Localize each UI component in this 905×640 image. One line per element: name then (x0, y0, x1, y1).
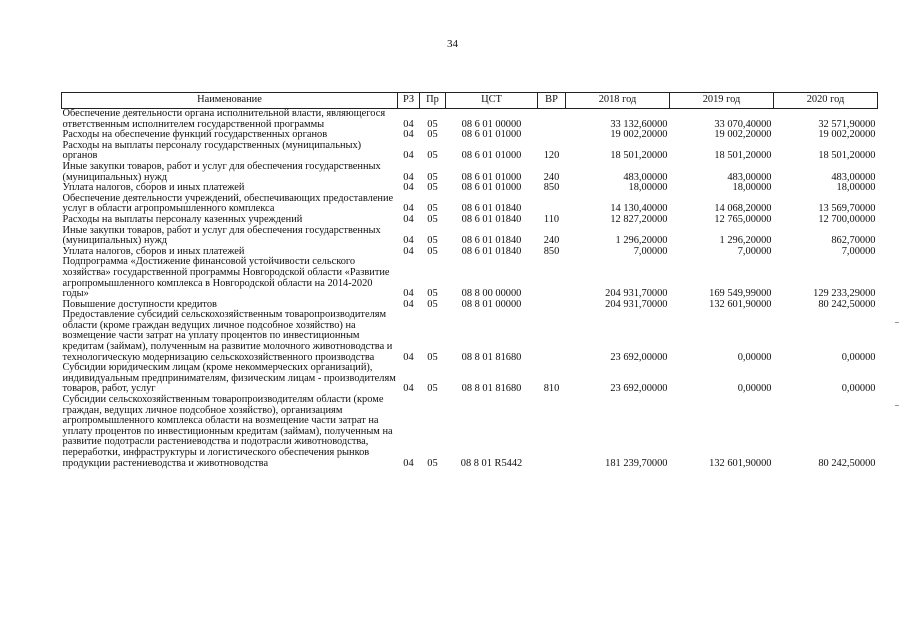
cell-2020: 19 002,20000 (818, 129, 876, 141)
cell-rz: 04 (403, 203, 414, 215)
cell-cst: 08 6 01 01000 (461, 150, 522, 162)
cell-2019: 33 070,40000 (714, 118, 772, 130)
cell-name: Предоставление субсидий сельскохозяйственным товаропроизводителям области (кроме граждан ведущих личное подсобное хозяйство) на возмещение части затрат на уплату процентов по инвестиционным кредитам (займам), полученным на развитие молочного животноводства и технологическую модернизацию сельскохозяйственного производства (62, 309, 393, 363)
cell-2020: 13 569,70000 (818, 203, 876, 215)
cell-cst: 08 6 01 01840 (461, 203, 522, 215)
cell-vr (538, 130, 566, 141)
cell-pr: 05 (427, 129, 438, 141)
cell-2020: 32 571,90000 (818, 118, 876, 130)
cell-pr: 05 (427, 182, 438, 194)
cell-2019: 18 501,20000 (714, 150, 772, 162)
cell-2020: 18 501,20000 (818, 150, 876, 162)
cell-rz: 04 (403, 235, 414, 247)
cell-name: Расходы на выплаты персоналу казенных учреждений (62, 213, 303, 225)
cell-2018: 204 931,70000 (605, 298, 668, 310)
header-name: Наименование (62, 93, 398, 109)
cell-2018: 14 130,40000 (610, 203, 668, 215)
cell-2020: 12 700,00000 (818, 213, 876, 225)
cell-2018: 483,00000 (623, 171, 668, 183)
header-2020: 2020 год (774, 93, 878, 109)
cell-vr (538, 194, 566, 215)
table-row (62, 162, 878, 183)
cell-pr: 05 (427, 235, 438, 247)
cell-pr: 05 (427, 150, 438, 162)
cell-vr: 120 (543, 150, 560, 162)
cell-2019: 0,00000 (737, 351, 772, 363)
cell-2019: 14 068,20000 (714, 203, 772, 215)
cell-2019: 132 601,90000 (709, 457, 772, 469)
cell-vr (538, 109, 566, 131)
cell-pr: 05 (427, 457, 438, 469)
cell-rz: 04 (403, 298, 414, 310)
cell-cst: 08 6 01 00000 (461, 118, 522, 130)
cell-2018: 19 002,20000 (610, 129, 668, 141)
cell-vr: 850 (543, 245, 560, 257)
cell-vr (538, 310, 566, 363)
cell-vr: 240 (543, 171, 560, 183)
cell-rz: 04 (403, 288, 414, 300)
cell-rz: 04 (403, 182, 414, 194)
cell-2019: 12 765,00000 (714, 213, 772, 225)
cell-pr: 05 (427, 288, 438, 300)
header-row (62, 93, 878, 109)
table-row (62, 215, 878, 226)
header-2018: 2018 год (566, 93, 670, 109)
cell-cst: 08 6 01 01840 (461, 245, 522, 257)
cell-cst: 08 8 01 00000 (461, 298, 522, 310)
table-row (62, 194, 878, 215)
cell-rz: 04 (403, 118, 414, 130)
cell-2018: 23 692,00000 (610, 383, 668, 395)
cell-name: Обеспечение деятельности органа исполнительной власти, являющегося ответственным исполнителем государственной программы (62, 108, 386, 130)
cell-2018: 204 931,70000 (605, 288, 668, 300)
cell-2020: 483,00000 (831, 171, 876, 183)
cell-cst: 08 6 01 01000 (461, 182, 522, 194)
cell-name: Уплата налогов, сборов и иных платежей (62, 182, 245, 194)
cell-pr: 05 (427, 245, 438, 257)
table-row (62, 363, 878, 395)
cell-rz: 04 (403, 383, 414, 395)
cell-2018: 18 501,20000 (610, 150, 668, 162)
cell-2018: 23 692,00000 (610, 351, 668, 363)
header-2019: 2019 год (670, 93, 774, 109)
table-row (62, 226, 878, 247)
table-row (62, 257, 878, 299)
cell-2020: 80 242,50000 (818, 457, 876, 469)
cell-2018: 12 827,20000 (610, 213, 668, 225)
margin-mark (895, 405, 899, 406)
cell-pr: 05 (427, 213, 438, 225)
cell-rz: 04 (403, 171, 414, 183)
cell-pr: 05 (427, 118, 438, 130)
cell-vr: 850 (543, 182, 560, 194)
cell-2020: 0,00000 (841, 351, 876, 363)
cell-2020: 129 233,29000 (813, 288, 876, 300)
cell-vr (538, 395, 566, 469)
cell-cst: 08 8 01 81680 (461, 351, 522, 363)
cell-vr (538, 300, 566, 311)
cell-name: Иные закупки товаров, работ и услуг для обеспечения государственных (муниципальных) нужд (62, 224, 381, 247)
cell-vr: 110 (543, 213, 560, 225)
header-cst: ЦСТ (446, 93, 538, 109)
cell-name: Иные закупки товаров, работ и услуг для обеспечения государственных (муниципальных) нужд (62, 160, 381, 183)
cell-name: Субсидии юридическим лицам (кроме некоммерческих организаций), индивидуальным предпринимателям, физическим лицам - производителям товаров, работ, услуг (62, 362, 396, 395)
cell-cst: 08 8 00 00000 (461, 288, 522, 300)
table-row (62, 109, 878, 131)
cell-name: Расходы на выплаты персоналу государственных (муниципальных) органов (62, 139, 362, 162)
cell-pr: 05 (427, 203, 438, 215)
header-rz: РЗ (398, 93, 420, 109)
cell-2019: 18,00000 (732, 182, 772, 194)
table-row (62, 310, 878, 363)
cell-2018: 33 132,60000 (610, 118, 668, 130)
cell-2019: 132 601,90000 (709, 298, 772, 310)
cell-rz: 04 (403, 457, 414, 469)
cell-2020: 80 242,50000 (818, 298, 876, 310)
cell-cst: 08 6 01 01840 (461, 213, 522, 225)
cell-rz: 04 (403, 150, 414, 162)
cell-cst: 08 6 01 01000 (461, 171, 522, 183)
cell-2020: 7,00000 (841, 245, 876, 257)
cell-vr: 810 (543, 383, 560, 395)
cell-name: Обеспечение деятельности учреждений, обеспечивающих предоставление услуг в области агропромышленного комплекса (62, 192, 394, 215)
cell-name: Уплата налогов, сборов и иных платежей (62, 245, 245, 257)
cell-cst: 08 6 01 01840 (461, 235, 522, 247)
cell-2018: 7,00000 (633, 245, 668, 257)
table-header (62, 93, 878, 109)
cell-name: Подпрограмма «Достижение финансовой устойчивости сельского хозяйства» государственной программы Новгородской области «Развитие агропромышленного комплекса в Новгородской области на 2014-2020 годы» (62, 256, 390, 300)
cell-2018: 181 239,70000 (605, 457, 668, 469)
cell-cst: 08 6 01 01000 (461, 129, 522, 141)
cell-pr: 05 (427, 171, 438, 183)
cell-2019: 1 296,20000 (719, 235, 772, 247)
table-row (62, 395, 878, 469)
cell-2019: 169 549,99000 (709, 288, 772, 300)
cell-2020: 18,00000 (836, 182, 876, 194)
cell-2018: 18,00000 (628, 182, 668, 194)
cell-vr (538, 257, 566, 299)
header-pr: Пр (420, 93, 446, 109)
cell-rz: 04 (403, 213, 414, 225)
cell-name: Повышение доступности кредитов (62, 298, 217, 310)
table-body (62, 109, 878, 470)
cell-2018: 1 296,20000 (615, 235, 668, 247)
cell-pr: 05 (427, 298, 438, 310)
cell-rz: 04 (403, 351, 414, 363)
margin-mark (895, 322, 899, 323)
cell-2020: 862,70000 (831, 235, 876, 247)
cell-name: Расходы на обеспечение функций государственных органов (62, 129, 328, 141)
cell-pr: 05 (427, 351, 438, 363)
page-number: 34 (447, 38, 458, 50)
table-row (62, 141, 878, 162)
cell-cst: 08 8 01 R5442 (460, 457, 523, 469)
cell-rz: 04 (403, 245, 414, 257)
cell-2019: 0,00000 (737, 383, 772, 395)
header-vr: ВР (538, 93, 566, 109)
cell-2019: 7,00000 (737, 245, 772, 257)
cell-2019: 483,00000 (727, 171, 772, 183)
cell-vr: 240 (543, 235, 560, 247)
cell-name: Субсидии сельскохозяйственным товаропроизводителям области (кроме граждан, ведущих личное подсобное хозяйство), организациям агропромышленного комплекса области на возмещение части затрат на уплату процентов по инвестиционным кредитам (займам), полученным на развитие подотрасли растениеводства и подотрасли животноводства, переработки, инфраструктуры и логистического обеспечения рынков продукции растениеводства и животноводства (62, 394, 393, 469)
cell-2019: 19 002,20000 (714, 129, 772, 141)
budget-table (61, 92, 878, 469)
cell-rz: 04 (403, 129, 414, 141)
cell-cst: 08 8 01 81680 (461, 383, 522, 395)
cell-pr: 05 (427, 383, 438, 395)
cell-2020: 0,00000 (841, 383, 876, 395)
